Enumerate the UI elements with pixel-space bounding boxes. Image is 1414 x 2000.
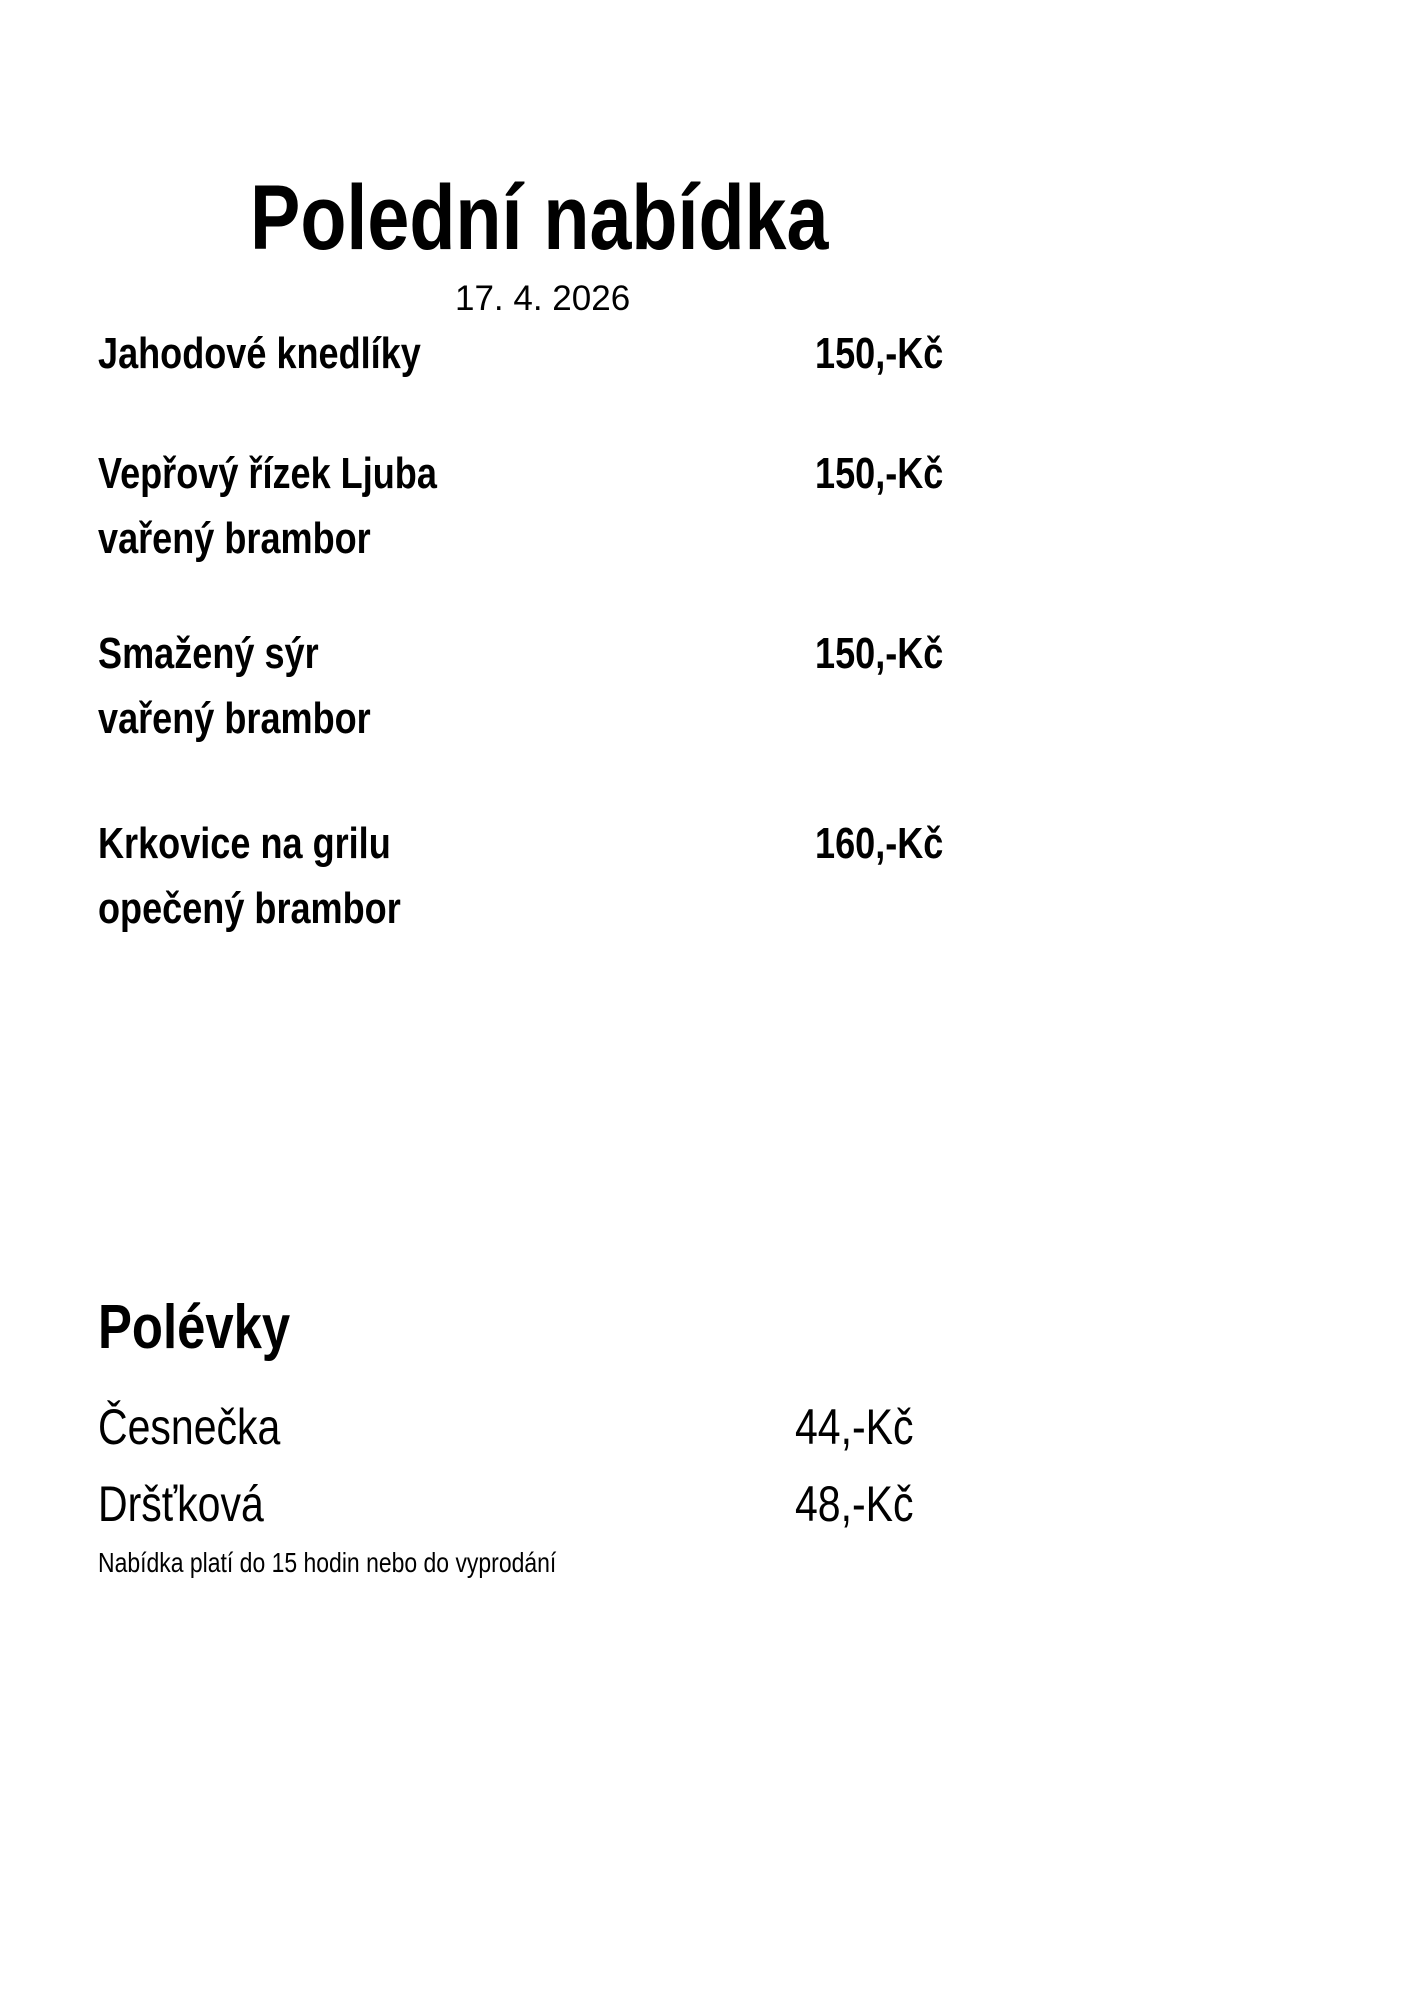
soup-name: Dršťková — [98, 1476, 264, 1532]
item-price-wrap — [815, 819, 972, 868]
item-price: 150,-Kč — [815, 329, 944, 378]
soup-row — [98, 1399, 320, 1455]
item-name: Jahodové knedlíky — [98, 329, 421, 378]
item-price-wrap — [815, 329, 972, 378]
menu-date-wrap — [455, 281, 630, 316]
item-price: 150,-Kč — [815, 449, 944, 498]
soup-price: 44,-Kč — [795, 1399, 914, 1455]
item-name: Krkovice na grilu — [98, 819, 391, 868]
item-name: Smažený sýr — [98, 629, 319, 678]
item-side-label: vařený brambor — [98, 514, 371, 563]
page-title-wrap — [250, 167, 955, 269]
item-side-dish — [98, 694, 431, 743]
item-side-label: opečený brambor — [98, 884, 401, 933]
menu-item-row — [98, 449, 511, 498]
item-side-label: vařený brambor — [98, 694, 371, 743]
menu-date: 17. 4. 2026 — [455, 279, 631, 318]
item-price-wrap — [815, 449, 972, 498]
item-name: Vepřový řízek Ljuba — [98, 449, 437, 498]
soups-section-heading-wrap — [98, 1293, 332, 1362]
menu-item-row — [98, 819, 455, 868]
menu-item-row — [98, 629, 367, 678]
footer-note-wrap — [98, 1549, 657, 1577]
soup-name: Česnečka — [98, 1399, 281, 1455]
item-price: 150,-Kč — [815, 629, 944, 678]
soup-price: 48,-Kč — [795, 1476, 914, 1532]
item-side-dish — [98, 884, 467, 933]
page-title: Polední nabídka — [250, 167, 829, 269]
soups-section-heading: Polévky — [98, 1293, 291, 1362]
soup-price-wrap — [795, 1399, 940, 1455]
soup-price-wrap — [795, 1476, 940, 1532]
item-price-wrap — [815, 629, 972, 678]
item-side-dish — [98, 514, 431, 563]
item-price: 160,-Kč — [815, 819, 944, 868]
soup-row — [98, 1476, 300, 1532]
footer-note: Nabídka platí do 15 hodin nebo do vyprodání — [98, 1547, 557, 1578]
menu-item-row — [98, 329, 492, 378]
